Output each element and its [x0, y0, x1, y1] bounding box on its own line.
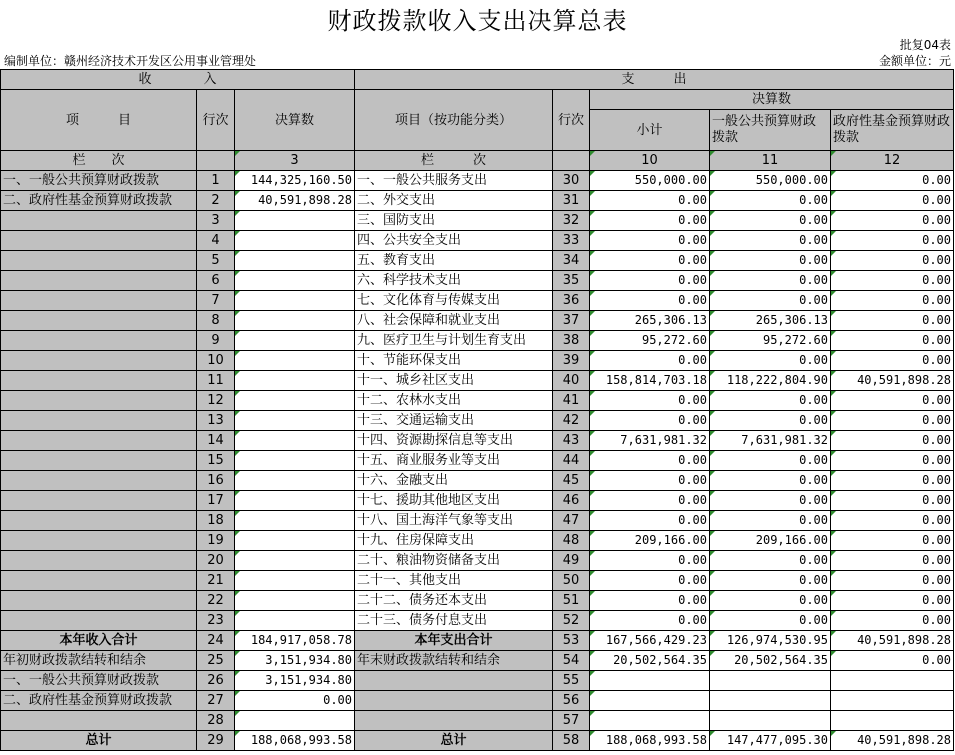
income-item — [1, 431, 197, 451]
expense-item: 十八、国土海洋气象等支出 — [355, 511, 553, 531]
begin-fund-amt: 0.00 — [235, 691, 355, 711]
row55-sub — [590, 671, 710, 691]
income-item — [1, 251, 197, 271]
income-amount — [235, 571, 355, 591]
table-row — [1, 491, 954, 511]
income-item — [1, 511, 197, 531]
expense-general: 0.00 — [710, 451, 831, 471]
expense-fund: 0.00 — [831, 451, 954, 471]
income-item — [1, 591, 197, 611]
expense-fund: 0.00 — [831, 491, 954, 511]
expense-subtotal: 95,272.60 — [590, 331, 710, 351]
income-item: 二、政府性基金预算财政拨款 — [1, 191, 197, 211]
expense-fund: 0.00 — [831, 471, 954, 491]
income-row-no: 8 — [197, 311, 235, 331]
begin-gen-amt: 3,151,934.80 — [235, 671, 355, 691]
expense-subtotal: 0.00 — [590, 571, 710, 591]
row55-label — [355, 671, 553, 691]
table-row — [1, 531, 954, 551]
income-row-no: 21 — [197, 571, 235, 591]
expense-row-no: 42 — [553, 411, 590, 431]
expense-item: 十二、农林水支出 — [355, 391, 553, 411]
income-item — [1, 391, 197, 411]
income-amount — [235, 391, 355, 411]
row28-no: 28 — [197, 711, 235, 731]
col-final-amount: 决算数 — [235, 90, 355, 151]
income-row-no: 13 — [197, 411, 235, 431]
expense-item: 二十二、债务还本支出 — [355, 591, 553, 611]
table-row — [1, 511, 954, 531]
lane-empty — [197, 151, 235, 171]
lane-label-expense: 栏 次 — [355, 151, 553, 171]
income-item — [1, 351, 197, 371]
expense-row-no: 50 — [553, 571, 590, 591]
expense-subtotal: 0.00 — [590, 291, 710, 311]
expense-subtotal: 0.00 — [590, 451, 710, 471]
col-row-no: 行次 — [197, 90, 235, 151]
end-fund: 0.00 — [831, 651, 954, 671]
begin-label: 年初财政拨款结转和结余 — [1, 651, 197, 671]
table-row — [1, 271, 954, 291]
table-row — [1, 571, 954, 591]
expense-general: 209,166.00 — [710, 531, 831, 551]
table-row — [1, 431, 954, 451]
expense-row-no: 49 — [553, 551, 590, 571]
expense-row-no: 36 — [553, 291, 590, 311]
expense-row-no: 40 — [553, 371, 590, 391]
grand-in-label: 总计 — [1, 731, 197, 751]
col-final-group: 决算数 — [590, 90, 954, 110]
expense-fund: 0.00 — [831, 351, 954, 371]
expense-general: 0.00 — [710, 291, 831, 311]
income-row-no: 9 — [197, 331, 235, 351]
expense-fund: 0.00 — [831, 571, 954, 591]
expense-item: 九、医疗卫生与计划生育支出 — [355, 331, 553, 351]
expense-item: 二、外交支出 — [355, 191, 553, 211]
grand-in-no: 29 — [197, 731, 235, 751]
expense-row-no: 35 — [553, 271, 590, 291]
expense-item: 八、社会保障和就业支出 — [355, 311, 553, 331]
end-gen: 20,502,564.35 — [710, 651, 831, 671]
expense-subtotal: 0.00 — [590, 491, 710, 511]
expense-total-sub: 167,566,429.23 — [590, 631, 710, 651]
income-header: 收 入 — [1, 70, 355, 90]
table-row — [1, 611, 954, 631]
expense-row-no: 33 — [553, 231, 590, 251]
income-item: 一、一般公共预算财政拨款 — [1, 171, 197, 191]
income-total-no: 24 — [197, 631, 235, 651]
expense-fund: 0.00 — [831, 331, 954, 351]
expense-subtotal: 0.00 — [590, 611, 710, 631]
expense-row-no: 43 — [553, 431, 590, 451]
table-row — [1, 311, 954, 331]
expense-row-no: 38 — [553, 331, 590, 351]
expense-subtotal: 0.00 — [590, 471, 710, 491]
table-row — [1, 451, 954, 471]
grand-out-gen: 147,477,095.30 — [710, 731, 831, 751]
income-row-no: 20 — [197, 551, 235, 571]
expense-row-no: 32 — [553, 211, 590, 231]
income-row-no: 19 — [197, 531, 235, 551]
expense-row-no: 41 — [553, 391, 590, 411]
expense-item: 二十三、债务付息支出 — [355, 611, 553, 631]
expense-header: 支 出 — [355, 70, 954, 90]
table-row — [1, 351, 954, 371]
expense-subtotal: 0.00 — [590, 191, 710, 211]
expense-item: 一、一般公共服务支出 — [355, 171, 553, 191]
income-amount — [235, 271, 355, 291]
expense-general: 0.00 — [710, 551, 831, 571]
row55-gen — [710, 671, 831, 691]
expense-subtotal: 7,631,981.32 — [590, 431, 710, 451]
expense-subtotal: 0.00 — [590, 231, 710, 251]
income-row-no: 7 — [197, 291, 235, 311]
expense-general: 550,000.00 — [710, 171, 831, 191]
expense-item: 七、文化体育与传媒支出 — [355, 291, 553, 311]
row57-gen — [710, 711, 831, 731]
income-row-no: 6 — [197, 271, 235, 291]
expense-subtotal: 0.00 — [590, 511, 710, 531]
expense-fund: 0.00 — [831, 411, 954, 431]
begin-gen-label: 一、一般公共预算财政拨款 — [1, 671, 197, 691]
expense-fund: 0.00 — [831, 431, 954, 451]
expense-subtotal: 0.00 — [590, 391, 710, 411]
expense-fund: 0.00 — [831, 511, 954, 531]
income-total-amt: 184,917,058.78 — [235, 631, 355, 651]
table-row — [1, 231, 954, 251]
expense-row-no: 52 — [553, 611, 590, 631]
expense-subtotal: 0.00 — [590, 211, 710, 231]
table-row — [1, 211, 954, 231]
income-amount: 144,325,160.50 — [235, 171, 355, 191]
income-item — [1, 271, 197, 291]
grand-out-fund: 40,591,898.28 — [831, 731, 954, 751]
expense-total-gen: 126,974,530.95 — [710, 631, 831, 651]
income-row-no: 23 — [197, 611, 235, 631]
lane-label: 栏 次 — [1, 151, 197, 171]
expense-subtotal: 0.00 — [590, 251, 710, 271]
income-item — [1, 551, 197, 571]
budget-table — [0, 69, 954, 751]
row57-sub — [590, 711, 710, 731]
income-item — [1, 571, 197, 591]
expense-item: 十一、城乡社区支出 — [355, 371, 553, 391]
income-amount — [235, 231, 355, 251]
income-item — [1, 371, 197, 391]
expense-subtotal: 158,814,703.18 — [590, 371, 710, 391]
expense-total-label: 本年支出合计 — [355, 631, 553, 651]
form-code: 批复04表 — [899, 38, 951, 52]
income-amount: 40,591,898.28 — [235, 191, 355, 211]
expense-item: 十七、援助其他地区支出 — [355, 491, 553, 511]
expense-fund: 0.00 — [831, 311, 954, 331]
income-item — [1, 611, 197, 631]
expense-row-no: 45 — [553, 471, 590, 491]
income-amount — [235, 431, 355, 451]
expense-fund: 0.00 — [831, 551, 954, 571]
income-row-no: 2 — [197, 191, 235, 211]
income-amount — [235, 411, 355, 431]
income-amount — [235, 311, 355, 331]
income-amount — [235, 511, 355, 531]
expense-general: 0.00 — [710, 251, 831, 271]
col-row-no-expense: 行次 — [553, 90, 590, 151]
expense-row-no: 30 — [553, 171, 590, 191]
row56-sub — [590, 691, 710, 711]
row28-amt — [235, 711, 355, 731]
expense-subtotal: 0.00 — [590, 591, 710, 611]
row57-no: 57 — [553, 711, 590, 731]
income-row-no: 3 — [197, 211, 235, 231]
income-amount — [235, 211, 355, 231]
unit-label: 编制单位：赣州经济技术开发区公用事业管理处 — [4, 54, 257, 68]
expense-subtotal: 209,166.00 — [590, 531, 710, 551]
income-amount — [235, 611, 355, 631]
expense-total-no: 53 — [553, 631, 590, 651]
expense-general: 0.00 — [710, 411, 831, 431]
expense-general: 0.00 — [710, 511, 831, 531]
row57-fund — [831, 711, 954, 731]
income-item — [1, 491, 197, 511]
begin-fund-no: 27 — [197, 691, 235, 711]
income-row-no: 4 — [197, 231, 235, 251]
table-row — [1, 411, 954, 431]
expense-general: 0.00 — [710, 231, 831, 251]
income-row-no: 15 — [197, 451, 235, 471]
row55-fund — [831, 671, 954, 691]
income-amount — [235, 551, 355, 571]
expense-item: 十、节能环保支出 — [355, 351, 553, 371]
expense-item: 二十、粮油物资储备支出 — [355, 551, 553, 571]
expense-row-no: 31 — [553, 191, 590, 211]
expense-fund: 0.00 — [831, 531, 954, 551]
begin-no: 25 — [197, 651, 235, 671]
expense-general: 0.00 — [710, 271, 831, 291]
table-row — [1, 331, 954, 351]
expense-item: 五、教育支出 — [355, 251, 553, 271]
lane-empty-expense — [553, 151, 590, 171]
table-row — [1, 191, 954, 211]
expense-item: 四、公共安全支出 — [355, 231, 553, 251]
grand-out-label: 总计 — [355, 731, 553, 751]
begin-gen-no: 26 — [197, 671, 235, 691]
income-amount — [235, 471, 355, 491]
expense-row-no: 47 — [553, 511, 590, 531]
expense-fund: 40,591,898.28 — [831, 371, 954, 391]
expense-row-no: 39 — [553, 351, 590, 371]
expense-fund: 0.00 — [831, 271, 954, 291]
expense-total-fund: 40,591,898.28 — [831, 631, 954, 651]
income-row-no: 18 — [197, 511, 235, 531]
expense-fund: 0.00 — [831, 591, 954, 611]
expense-subtotal: 550,000.00 — [590, 171, 710, 191]
lane-no-3: 3 — [235, 151, 355, 171]
expense-general: 0.00 — [710, 211, 831, 231]
expense-fund: 0.00 — [831, 211, 954, 231]
row57-label — [355, 711, 553, 731]
expense-fund: 0.00 — [831, 191, 954, 211]
expense-general: 265,306.13 — [710, 311, 831, 331]
expense-row-no: 37 — [553, 311, 590, 331]
income-item — [1, 291, 197, 311]
table-row — [1, 251, 954, 271]
income-amount — [235, 451, 355, 471]
income-item — [1, 211, 197, 231]
grand-out-sub: 188,068,993.58 — [590, 731, 710, 751]
col-item-by-function: 项目（按功能分类） — [355, 90, 553, 151]
expense-fund: 0.00 — [831, 171, 954, 191]
income-amount — [235, 531, 355, 551]
row28-label — [1, 711, 197, 731]
lane-no-11: 11 — [710, 151, 831, 171]
row56-fund — [831, 691, 954, 711]
expense-item: 二十一、其他支出 — [355, 571, 553, 591]
income-row-no: 16 — [197, 471, 235, 491]
end-sub: 20,502,564.35 — [590, 651, 710, 671]
income-row-no: 22 — [197, 591, 235, 611]
expense-fund: 0.00 — [831, 231, 954, 251]
income-item — [1, 311, 197, 331]
expense-general: 0.00 — [710, 391, 831, 411]
col-item: 项 目 — [1, 90, 197, 151]
income-item — [1, 411, 197, 431]
expense-general: 118,222,804.90 — [710, 371, 831, 391]
row55-no: 55 — [553, 671, 590, 691]
expense-row-no: 48 — [553, 531, 590, 551]
income-row-no: 14 — [197, 431, 235, 451]
expense-general: 0.00 — [710, 351, 831, 371]
income-amount — [235, 591, 355, 611]
expense-fund: 0.00 — [831, 611, 954, 631]
income-row-no: 11 — [197, 371, 235, 391]
expense-item: 三、国防支出 — [355, 211, 553, 231]
table-row — [1, 291, 954, 311]
expense-row-no: 44 — [553, 451, 590, 471]
currency-label: 金额单位：元 — [878, 54, 951, 68]
income-amount — [235, 371, 355, 391]
expense-row-no: 51 — [553, 591, 590, 611]
row56-gen — [710, 691, 831, 711]
expense-item: 十九、住房保障支出 — [355, 531, 553, 551]
col-fund-budget: 政府性基金预算财政拨款 — [831, 110, 954, 151]
expense-fund: 0.00 — [831, 291, 954, 311]
col-general-budget: 一般公共预算财政拨款 — [710, 110, 831, 151]
table-row — [1, 471, 954, 491]
lane-no-10: 10 — [590, 151, 710, 171]
income-total-label: 本年收入合计 — [1, 631, 197, 651]
expense-item: 十四、资源勘探信息等支出 — [355, 431, 553, 451]
expense-fund: 0.00 — [831, 251, 954, 271]
table-row — [1, 391, 954, 411]
expense-row-no: 34 — [553, 251, 590, 271]
expense-fund: 0.00 — [831, 391, 954, 411]
income-amount — [235, 351, 355, 371]
row56-label — [355, 691, 553, 711]
expense-subtotal: 0.00 — [590, 551, 710, 571]
expense-item: 十五、商业服务业等支出 — [355, 451, 553, 471]
income-item — [1, 451, 197, 471]
table-row — [1, 371, 954, 391]
income-row-no: 12 — [197, 391, 235, 411]
income-item — [1, 471, 197, 491]
expense-row-no: 46 — [553, 491, 590, 511]
income-row-no: 10 — [197, 351, 235, 371]
end-label: 年末财政拨款结转和结余 — [355, 651, 553, 671]
col-subtotal: 小计 — [590, 110, 710, 151]
lane-no-12: 12 — [831, 151, 954, 171]
income-row-no: 5 — [197, 251, 235, 271]
expense-general: 0.00 — [710, 471, 831, 491]
expense-general: 95,272.60 — [710, 331, 831, 351]
income-amount — [235, 491, 355, 511]
income-amount — [235, 251, 355, 271]
income-item — [1, 231, 197, 251]
expense-general: 0.00 — [710, 571, 831, 591]
income-item — [1, 531, 197, 551]
begin-fund-label: 二、政府性基金预算财政拨款 — [1, 691, 197, 711]
end-no: 54 — [553, 651, 590, 671]
expense-general: 0.00 — [710, 611, 831, 631]
expense-general: 7,631,981.32 — [710, 431, 831, 451]
expense-item: 六、科学技术支出 — [355, 271, 553, 291]
expense-subtotal: 0.00 — [590, 411, 710, 431]
expense-item: 十三、交通运输支出 — [355, 411, 553, 431]
grand-out-no: 58 — [553, 731, 590, 751]
income-row-no: 1 — [197, 171, 235, 191]
income-amount — [235, 331, 355, 351]
begin-amt: 3,151,934.80 — [235, 651, 355, 671]
expense-subtotal: 0.00 — [590, 271, 710, 291]
table-row — [1, 551, 954, 571]
expense-item: 十六、金融支出 — [355, 471, 553, 491]
income-item — [1, 331, 197, 351]
grand-in-amt: 188,068,993.58 — [235, 731, 355, 751]
expense-subtotal: 0.00 — [590, 351, 710, 371]
expense-general: 0.00 — [710, 591, 831, 611]
expense-general: 0.00 — [710, 491, 831, 511]
table-row — [1, 171, 954, 191]
table-row — [1, 591, 954, 611]
income-row-no: 17 — [197, 491, 235, 511]
row56-no: 56 — [553, 691, 590, 711]
income-amount — [235, 291, 355, 311]
expense-general: 0.00 — [710, 191, 831, 211]
page-title: 财政拨款收入支出决算总表 — [327, 7, 628, 35]
expense-subtotal: 265,306.13 — [590, 311, 710, 331]
